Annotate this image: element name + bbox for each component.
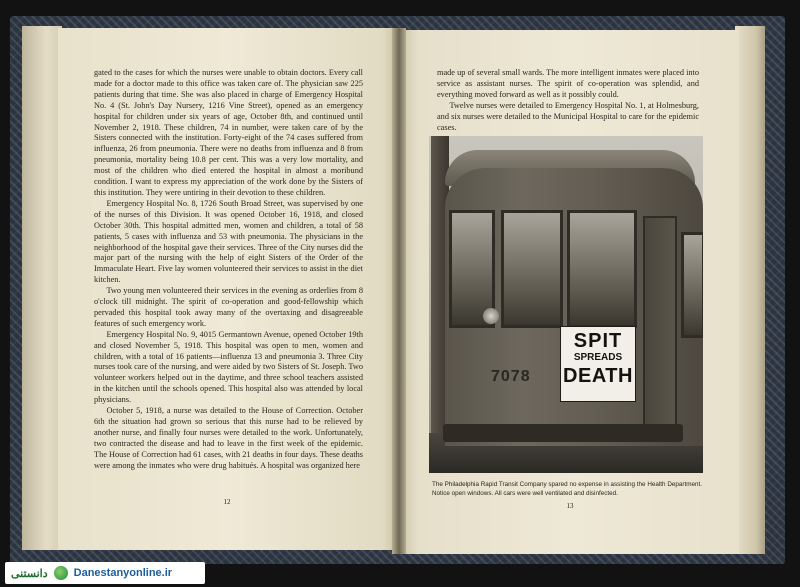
- watermark-persian-text: دانستنی: [11, 567, 48, 580]
- left-page: [58, 28, 396, 550]
- watermark-logo-icon: [54, 566, 68, 580]
- streetcar-door: [643, 216, 677, 430]
- paragraph: Emergency Hospital No. 8, 1726 South Broad Street, was supervised by one of the nurses of this Division. It was opened October 16, 1918, and closed October 30th. This hospital admitted men, women and children, a total of 58 patients, 5 cases with influenza and 53 with pneumonia. The physicians in the neighborhood of the hospital gave their services. Three of the City nurses did the major part of the nursing with the help of eight Sisters of the Order of the Immaculate Heart. Five lay women volunteered their services to assist in the diet kitchen.: [94, 198, 363, 285]
- paragraph: October 5, 1918, a nurse was detailed to the House of Correction. October 6th the situation had grown so serious that this nurse had to be relieved by another nurse, and finally four nurses were detailed to the work. Unfortunately, two contracted the disease and had to leave in the first week of the epidemic. The House of Correction had 61 cases, with 21 deaths in four days. These deaths were among the inmates who were drug habitués. A hospital was organized here: [94, 406, 363, 470]
- paragraph: Twelve nurses were detailed to Emergency Hospital No. 1, at Holmesburg, and six nurses were detailed to the Municipal Hospital to care for the epidemic cases.: [437, 100, 699, 132]
- page-edges-left: [22, 26, 62, 550]
- page-number: 12: [223, 498, 231, 507]
- watermark-banner: [5, 562, 205, 584]
- page-edges-right: [735, 26, 765, 554]
- photo-caption: The Philadelphia Rapid Transit Company spared no expense in assisting the Health Department. Notice open windows. All cars were well ventilated and disinfected.: [432, 481, 702, 497]
- streetcar-window: [501, 210, 563, 328]
- book-gutter: [392, 28, 406, 554]
- streetcar-fender: [443, 424, 683, 442]
- watermark-english-text: Danestanyonline.ir: [73, 567, 173, 579]
- sign-line-1: SPIT: [573, 330, 623, 352]
- streetcar-photo: [429, 136, 703, 473]
- spit-spreads-death-sign: [560, 326, 636, 402]
- sign-line-2: SPREADS: [573, 352, 623, 363]
- streetcar-number: 7078: [491, 368, 531, 385]
- streetcar-headlight: [483, 308, 499, 324]
- streetcar-window: [681, 232, 703, 338]
- streetcar-window: [567, 210, 637, 328]
- paragraph: Two young men volunteered their services in the evening as orderlies from 8 o'clock till midnight. The spirit of co-operation and good-fellowship which pervaded this hospital took away many of the overtaxing and disagreeable features of such emergency work.: [94, 286, 363, 328]
- sign-line-3: DEATH: [563, 365, 633, 387]
- paragraph: made up of several small wards. The more intelligent inmates were placed into service as assistant nurses. The spirit of co-operation was splendid, and everything moved forward as well as it possibly could.: [437, 68, 699, 99]
- page-number: 13: [566, 502, 574, 511]
- paragraph: gated to the cases for which the nurses were unable to obtain doctors. Every call made for a doctor made to this office was taken care of. The physician saw 225 patients during that time. She was also placed in charge of Emergency Hospital No. 4 (St. John's Day Nursery, 1216 Vine Street), opened as an emergency hospital for children under six years of age, October 8th, and continued until November 2, 1918. These children, 74 in number, were taken care of by the Sisters connected with the institution. Forty-eight of the 74 cases suffered from influenza, 26 from pneumonia. There were no deaths from influenza and 8 from pneumonia, mortality being 10.8 per cent. This was a very low mortality, and most of the children who died entered the hospital in almost a moribund condition. I want to express my appreciation of the work done by the Sisters of this institution. They were untiring in their devotion to these children.: [94, 68, 363, 197]
- paragraph: Emergency Hospital No. 9, 4015 Germantown Avenue, opened October 19th and closed November 5, 1918. This hospital was open to men, women and children, with a total of 16 patients—influenza 13 and pneumonia 3. Three City nurses took care of the nursing, and were aided by two Sisters of St. Joseph. Two volunteer workers helped out in the daytime, and three school teachers assisted in the kitchen until the schools opened. This hospital also was attended by local physicians.: [94, 329, 363, 405]
